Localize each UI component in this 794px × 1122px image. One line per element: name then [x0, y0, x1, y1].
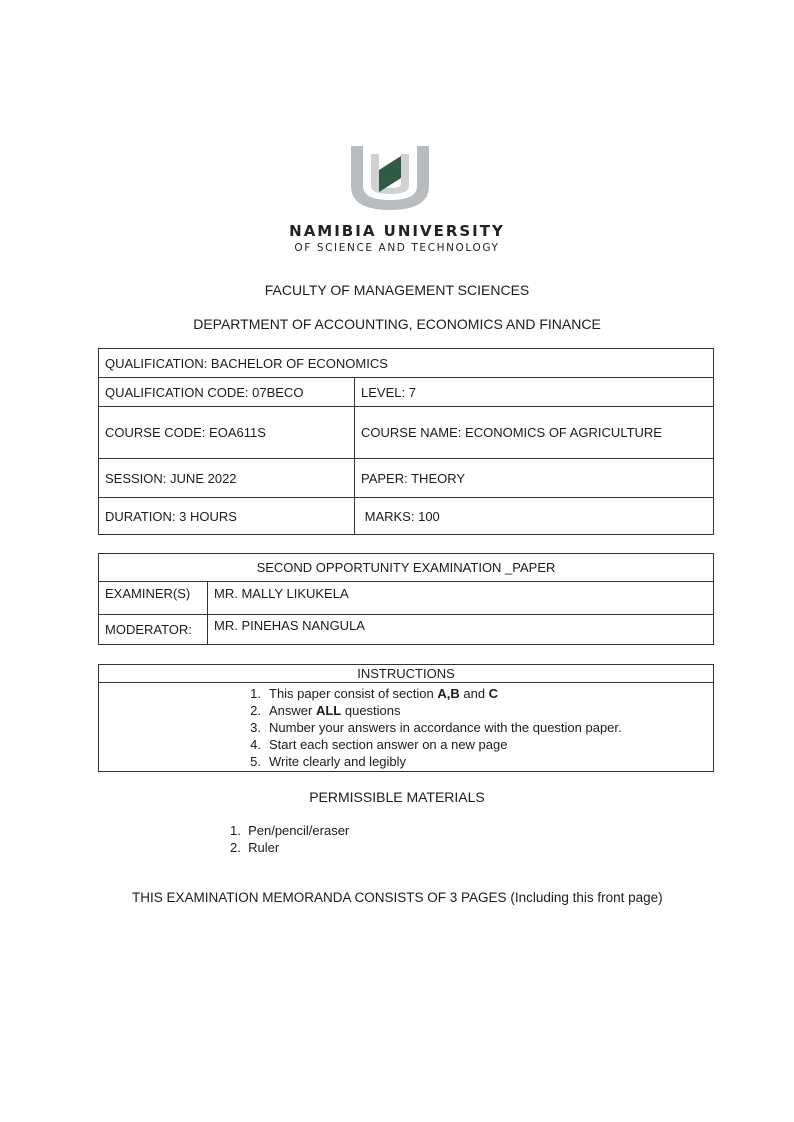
- course-code-label: COURSE CODE:: [105, 425, 206, 440]
- page-count-aside: (Including this front page): [510, 890, 663, 905]
- paper-label: PAPER:: [361, 470, 408, 486]
- list-item: 2. Ruler: [230, 840, 280, 855]
- qualification-code-cell: [99, 378, 355, 407]
- marks-value: 100: [418, 508, 440, 524]
- list-item: 4. Start each section answer on a new page: [250, 737, 508, 752]
- university-subname: OF SCIENCE AND TECHNOLOGY: [294, 242, 500, 254]
- paper-value: THEORY: [411, 470, 466, 486]
- list-item: 3. Number your answers in accordance with the question paper.: [250, 720, 622, 735]
- exam-title-cell: SECOND OPPORTUNITY EXAMINATION _PAPER: [99, 554, 714, 582]
- duration-cell: [99, 498, 355, 535]
- moderator-value-cell: MR. PINEHAS NANGULA: [208, 615, 714, 645]
- instructions-list: [99, 683, 713, 770]
- moderator-label-cell: MODERATOR:: [99, 615, 208, 645]
- course-name-value: ECONOMICS OF AGRICULTURE: [465, 425, 662, 440]
- examiner-value-cell: MR. MALLY LIKUKELA: [208, 582, 714, 615]
- page-count-note: [132, 890, 663, 905]
- list-item: 2. Answer ALL questions: [250, 703, 401, 718]
- qualification-code-value: 07BECO: [252, 384, 304, 400]
- list-item: 1. This paper consist of section A,B and C: [250, 686, 499, 701]
- instructions-table: [98, 664, 714, 772]
- course-name-label: COURSE NAME:: [361, 425, 462, 440]
- duration-label: DURATION:: [105, 508, 176, 524]
- session-value: JUNE 2022: [170, 470, 237, 486]
- department-title: DEPARTMENT OF ACCOUNTING, ECONOMICS AND FINANCE: [193, 316, 601, 332]
- level-value: 7: [408, 384, 416, 400]
- duration-value: 3 HOURS: [179, 508, 237, 524]
- qualification-cell: QUALIFICATION: BACHELOR OF ECONOMICS: [99, 349, 714, 378]
- faculty-title: FACULTY OF MANAGEMENT SCIENCES: [264, 282, 530, 298]
- list-item: 1. Pen/pencil/eraser: [230, 823, 350, 838]
- course-details-table: [98, 348, 714, 535]
- list-item: 5. Write clearly and legibly: [250, 754, 407, 769]
- materials-list: [230, 822, 349, 856]
- level-cell: [355, 378, 714, 407]
- course-name-cell: [355, 407, 714, 459]
- paper-cell: [355, 459, 714, 498]
- session-label: SESSION:: [105, 470, 167, 486]
- course-code-cell: [99, 407, 355, 459]
- university-logo-icon: [345, 142, 435, 214]
- instructions-body: [99, 683, 714, 772]
- materials-title: PERMISSIBLE MATERIALS: [309, 789, 485, 805]
- marks-label: MARKS:: [364, 508, 415, 524]
- course-code-value: EOA611S: [209, 425, 266, 440]
- marks-cell: [355, 498, 714, 535]
- session-cell: [99, 459, 355, 498]
- level-label: LEVEL:: [361, 384, 406, 400]
- qualification-code-label: QUALIFICATION CODE:: [105, 384, 249, 400]
- university-name: NAMIBIA UNIVERSITY: [289, 222, 505, 240]
- examiners-table: [98, 553, 714, 645]
- page-count-main: THIS EXAMINATION MEMORANDA CONSISTS OF 3 PAGES: [132, 890, 507, 905]
- instructions-title: INSTRUCTIONS: [99, 665, 714, 683]
- examiner-label-cell: EXAMINER(S): [99, 582, 208, 615]
